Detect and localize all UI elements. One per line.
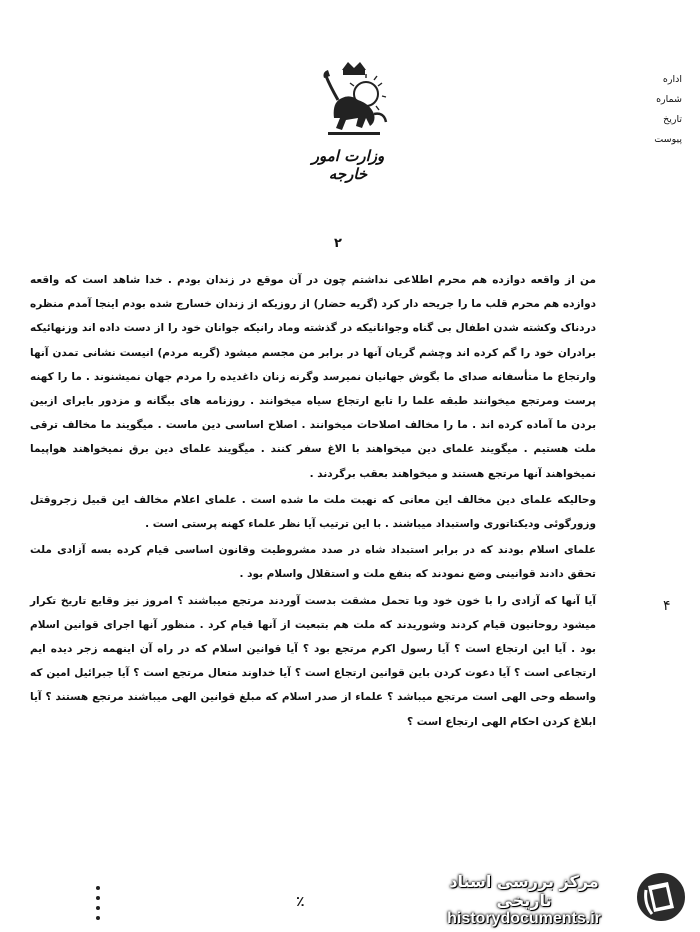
dot-mark	[96, 896, 100, 900]
watermark-url: historydocuments.ir	[447, 910, 601, 927]
watermark-title: مرکز بررسی اسناد تاریخی	[449, 872, 599, 910]
paragraph	[30, 589, 596, 734]
office-label: اداره	[662, 74, 682, 85]
text-line: طبقه علما را تابع ارتجاع سیاه میخوانند . روزنامه های بیگانه و مزدور بایرای ازبین بردن ما آماده	[30, 395, 597, 432]
text-line: است که واقعه دوازده هم محرم قلب ما را جریحه دار کرد (گریه حضار) از روزیکه از زندان خسارج	[30, 274, 597, 311]
text-line: آیا آنها که آزادی را با خون خود وبا تحمل مشقت بدست آوردند مرتجع میباشند ؟ امروز نیز	[124, 594, 597, 607]
text-line: وقایع تاریخ تکرار میشود روحانیون قیام کردند وشوریدند که ملت هم بتبعیت از آنها قیام کرد . منظور	[30, 594, 597, 631]
text-line: علمای اسلام بودند که در برابر استبداد شاه در صدد مشروطیت وقانون اساسی قیام کرده بسه	[90, 544, 597, 557]
document-body	[30, 268, 596, 734]
lion-and-sun-emblem-icon	[318, 56, 390, 138]
text-line: هستیم . میگویند علمای دین میخواهند با الاغ سفر کنند . میگویند علمای دین برق نمیخواهند	[72, 443, 569, 456]
text-line: است .	[145, 518, 178, 531]
ministry-title: وزارت امور خارجه	[311, 147, 385, 183]
text-line: آیا خداوند متعال مرتجع است ؟ آیا جبرائیل امین که واسطه وحی الهی است مرتجع میباشد ؟	[30, 667, 597, 704]
text-line: من مجسم میشود (گریه مردم) انیست نشانی تمدن آنها وارتجاع ما متأسفانه صدای ما بگوش	[30, 346, 596, 383]
text-line: جوانان خود را از دست داده اند وزنهائیکه برادران خود را گم کرده اند وچشم گریان آنها در برابر	[30, 322, 596, 359]
margin-mark: ۴	[663, 598, 671, 614]
text-line: جهانیان نمیرسد وگرنه زنان داغدیده را مردم جهان نمیشنوند . ما را کهنه پرست ومرتجع میخوانند	[30, 370, 597, 408]
document-meta-labels	[636, 70, 682, 150]
watermark	[420, 868, 692, 926]
number-label: شماره	[656, 94, 682, 105]
text-line: آزادی ملت تحقق دادند قوانینی وضع نمودند که بنفع ملت و استقلال واسلام بود .	[30, 544, 596, 581]
text-line: آنها اجرای قوانین اسلام بود . آیا این ارتجاع است ؟ آیا رسول اکرم مرتجع بود ؟ آیا قوانین اسلام	[30, 618, 597, 656]
bottom-dots	[96, 886, 102, 926]
text-line: علماء از صدر اسلام که مبلغ قوانین الهی میباشند مرتجع هستند ؟ آیا ابلاغ کردن احکام الهی ارتجاع	[30, 691, 596, 728]
text-line: وحالیکه علمای دین مخالف این معانی که نهبت ملت ما شده است . علمای اعلام مخالف	[133, 493, 597, 506]
archive-logo-icon	[634, 870, 688, 924]
attachment-label: پیوست	[654, 134, 682, 145]
text-line: است ؟	[406, 715, 442, 728]
dot-mark	[96, 886, 100, 890]
text-line: من از واقعه دوازده هم محرم اطلاعی نداشتم چون در آن موقع در زندان بودم . خدا شاهد	[112, 274, 597, 286]
date-label: تاریخ	[663, 114, 682, 125]
text-line: که در راه آن اینهمه زجر دیده ایم ارتجاعی است ؟ آیا دعوت کردن باین قوانین ارتجاع است ؟	[30, 643, 596, 680]
watermark-texts	[420, 872, 628, 928]
paragraph	[30, 488, 596, 536]
dot-mark	[96, 906, 100, 910]
dot-mark	[96, 916, 100, 920]
text-line: این قبیل زجروقتل وزورگوئی ودیکتاتوری واستبداد میباشند . با این ترتیب آیا نظر علماء کهنه پرستی	[30, 493, 596, 531]
text-line: هواپیما نمیخواهند آنها مرتجع هستند و میخواهند بعقب برگردند .	[30, 443, 596, 480]
page-number: ۲	[334, 236, 342, 251]
paragraph	[30, 538, 596, 586]
paragraph	[30, 268, 596, 486]
bottom-mark: ٪	[296, 894, 305, 910]
text-line: کرده اند . ما را مخالف اصلاحات میخوانند . اصلاح اساسی دین ماست . میگویند ما مخالف ترقی ملت	[30, 419, 597, 456]
text-line: شده بودم اینجا آمدم منظره دردناک وکشته شدن اطفال بی گناه وجوانانیکه در گذشته وماد رانیکه	[30, 298, 596, 335]
